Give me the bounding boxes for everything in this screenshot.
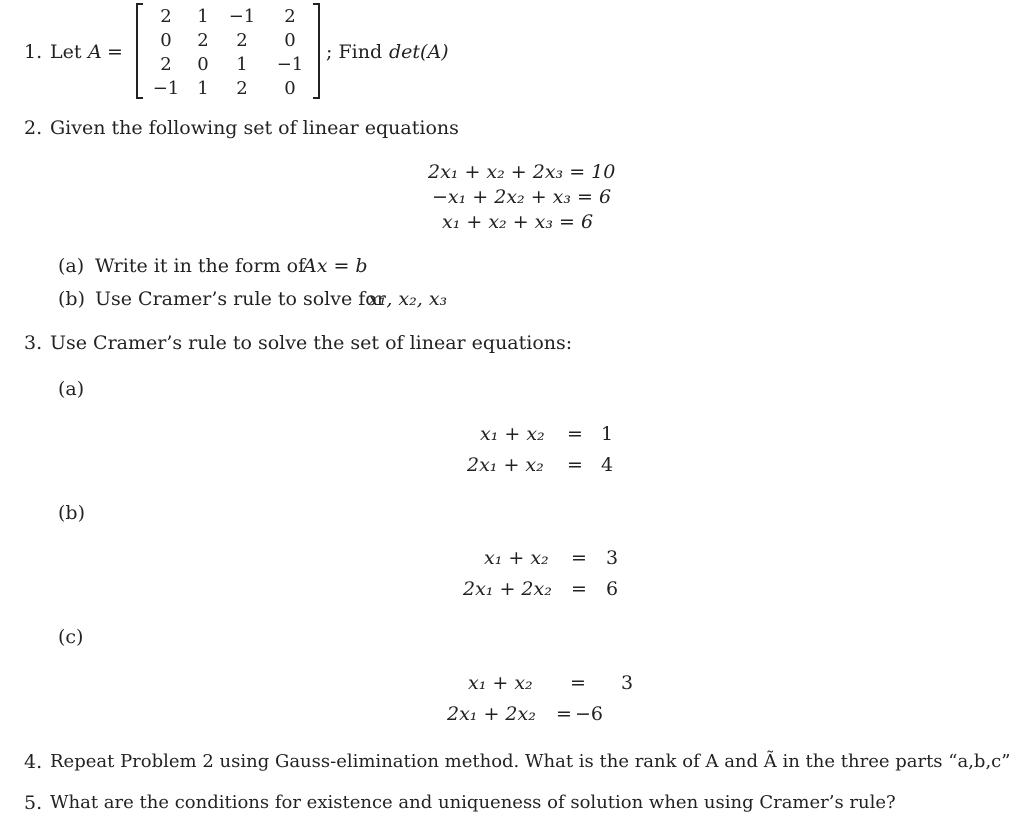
q1-find-text: ; Find [326,41,383,63]
matrix-left-bracket [136,3,143,99]
q2-part-a-expr: Ax = b [303,255,368,277]
q1-number: 1. [24,41,43,63]
q4-text: Repeat Problem 2 using Gauss-elimination method. What is the rank of A and Ã in the three parts “a,b,c” [50,751,1011,772]
q3b-row2-lhs: 2x₁ + 2x₂ [463,578,552,600]
q2-intro: Given the following set of linear equations [50,117,459,139]
q3b-row1-lhs: x₁ + x₂ [484,547,549,569]
q1-find-expr: det(A) [389,41,449,63]
matrix-cell: 0 [284,78,296,99]
matrix-cell: 2 [236,30,248,51]
q3-part-a-label: (a) [58,378,85,400]
q3-intro: Use Cramer’s rule to solve the set of linear equations: [50,332,573,354]
q2-part-a-text: Write it in the form of [95,255,306,277]
q3a-row2-rel: = [567,454,583,476]
q2-equation-3: x₁ + x₂ + x₃ = 6 [442,211,594,233]
matrix-cell: 0 [197,54,209,75]
q3-part-b-label: (b) [58,502,85,524]
matrix-cell: 2 [284,6,296,27]
q3a-row1-rhs: 1 [601,423,614,445]
matrix-cell: 0 [284,30,296,51]
matrix-right-bracket [313,3,320,99]
q3a-row2-rhs: 4 [601,454,614,476]
q5-text: What are the conditions for existence and uniqueness of solution when using Cramer’s rule? [50,792,896,813]
matrix-cell: −1 [228,6,256,27]
q3c-row1-rhs: 3 [621,672,634,694]
q3b-row2-rel: = [571,578,587,600]
q1-var: A [88,41,102,63]
q3-number: 3. [24,332,43,354]
q3a-row2-lhs: 2x₁ + x₂ [467,454,544,476]
q3b-row2-rhs: 6 [606,578,619,600]
q1-let-text: Let [50,41,82,63]
q3a-row1-lhs: x₁ + x₂ [480,423,545,445]
q3-part-c-label: (c) [58,626,84,648]
q2-part-b-label: (b) [58,288,85,310]
q3c-row1-rel: = [570,672,586,694]
matrix-cell: 2 [236,78,248,99]
q2-part-b-expr: x₁, x₂, x₃ [368,288,448,310]
q2-number: 2. [24,117,43,139]
q2-equation-1: 2x₁ + x₂ + 2x₃ = 10 [428,161,616,183]
q5-number: 5. [24,792,43,814]
q2-part-a-label: (a) [58,255,85,277]
q1-eq: = [107,41,123,63]
q3c-row2-rhs: −6 [575,703,604,725]
matrix-cell: 0 [160,30,172,51]
q2-equation-2: −x₁ + 2x₂ + x₃ = 6 [432,186,612,208]
q3c-row2-rel: = [556,703,572,725]
matrix-cell: 2 [197,30,209,51]
q4-number: 4. [24,751,43,773]
q3b-row1-rel: = [571,547,587,569]
matrix-cell: 2 [160,6,172,27]
matrix-cell: 1 [197,6,209,27]
q3c-row2-lhs: 2x₁ + 2x₂ [447,703,536,725]
q3b-row1-rhs: 3 [606,547,619,569]
matrix-cell: −1 [152,78,180,99]
q3c-row1-lhs: x₁ + x₂ [468,672,533,694]
matrix-a [136,3,320,99]
matrix-cell: 1 [197,78,209,99]
matrix-cell: 2 [160,54,172,75]
q2-part-b-text: Use Cramer’s rule to solve for [95,288,386,310]
matrix-cell: −1 [276,54,304,75]
q3a-row1-rel: = [567,423,583,445]
matrix-cell: 1 [236,54,248,75]
